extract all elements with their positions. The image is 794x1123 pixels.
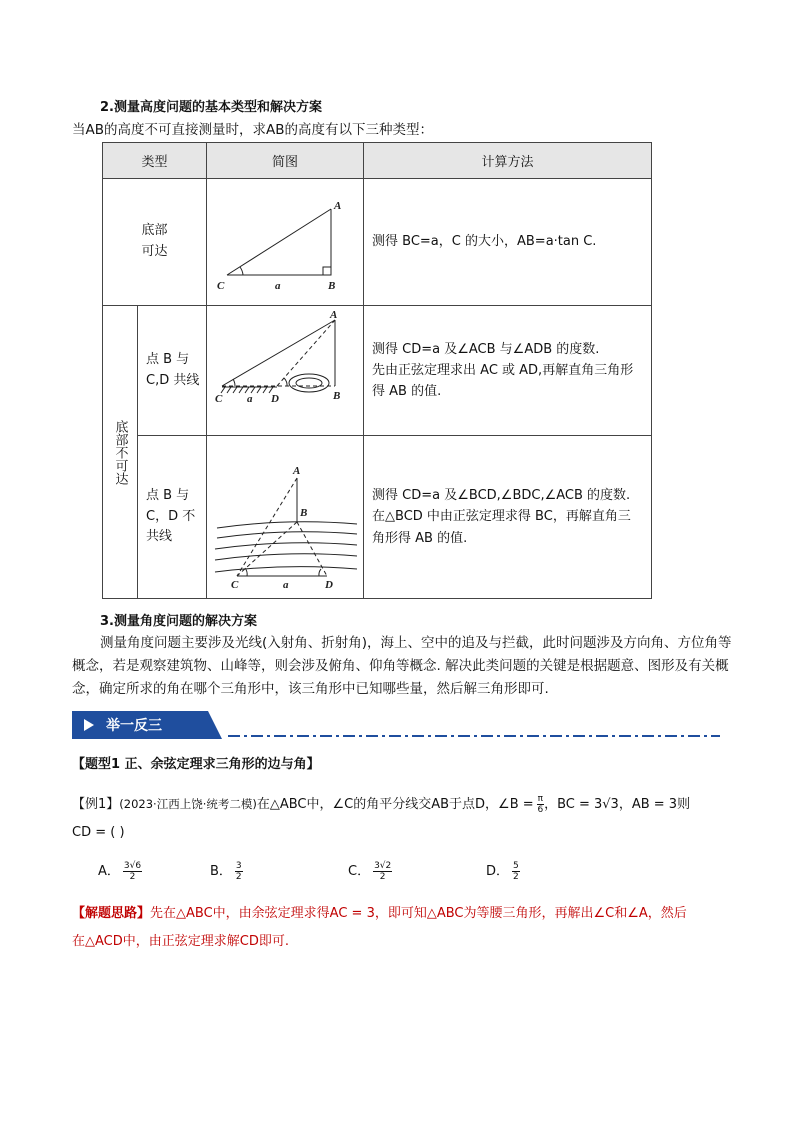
- group-label: 底部不可达: [112, 419, 128, 485]
- svg-text:B: B: [328, 280, 336, 292]
- row3-method: 测得 CD=a 及∠BCD,∠BDC,∠ACB 的度数. 在△BCD 中由正弦定理求得 BC，再解直角三 角形得 AB 的值.: [364, 436, 652, 599]
- right-triangle-diagram: [207, 179, 364, 301]
- svg-text:C: C: [231, 579, 239, 591]
- row3-diagram: [207, 436, 364, 599]
- banner-dash-divider: [228, 735, 720, 737]
- svg-text:B: B: [333, 390, 341, 402]
- row3-type: 点 B 与 C，D 不 共线: [138, 436, 207, 599]
- svg-text:A: A: [330, 309, 338, 321]
- section-2-intro: 当AB的高度不可直接测量时，求AB的高度有以下三种类型：: [72, 122, 433, 138]
- table-header-row: [103, 143, 652, 179]
- example-1: 【例1】(2023·江西上饶·统考二模)在△ABC中，∠C的角平分线交AB于点D，∠B = $\frac{\pi}{6}$ ，BC = 3√3，AB = 3则 CD = ( ): [72, 794, 691, 840]
- section-2-title: 2.测量高度问题的基本类型和解决方案: [100, 100, 322, 115]
- group-label-cell: [103, 306, 138, 599]
- svg-text:C: C: [215, 393, 223, 405]
- row2-type: 点 B 与 C,D 共线: [138, 306, 207, 436]
- answer-options: [98, 860, 598, 890]
- header-diagram: 简图: [207, 143, 364, 179]
- problem-type-heading: 【题型1 正、余弦定理求三角形的边与角】: [72, 757, 320, 772]
- angle-b-fraction: $\frac{\pi}{6}$: [537, 794, 544, 815]
- table-row: [103, 179, 652, 306]
- banner-tab: [72, 711, 222, 739]
- svg-text:C: C: [217, 280, 225, 292]
- header-type: 类型: [103, 143, 207, 179]
- section-3-paragraph: 测量角度问题主要涉及光线(入射角、折射角)，海上、空中的追及与拦截，此时问题涉及方向角、方位角等概念，若是观察建筑物、山峰等，则会涉及俯角、仰角等概念. 解决此类问题的关键是根据题意、图形及有关概念，确定所求的角在哪个三角形中，该三角形中已知哪些量，然后解三角形即可.: [72, 635, 732, 697]
- header-method: 计算方法: [364, 143, 652, 179]
- non-collinear-diagram: [207, 436, 364, 594]
- svg-text:a: a: [275, 280, 281, 292]
- measurement-table: [102, 142, 652, 599]
- svg-text:举一反三: 举一反三: [106, 718, 162, 734]
- svg-text:a: a: [247, 393, 253, 405]
- svg-text:D: D: [325, 579, 333, 591]
- row1-method: 测得 BC=a，C 的大小，AB=a·tan C.: [364, 179, 652, 306]
- svg-text:a: a: [283, 579, 289, 591]
- row1-diagram: [207, 179, 364, 306]
- row2-method: 测得 CD=a 及∠ACB 与∠ADB 的度数. 先由正弦定理求出 AC 或 AD,再解直角三角形 得 AB 的值.: [364, 306, 652, 436]
- table-row: [103, 306, 652, 436]
- svg-text:B: B: [300, 507, 308, 519]
- row2-diagram: [207, 306, 364, 436]
- section-3-title: 3.测量角度问题的解决方案: [100, 614, 257, 629]
- solution-hint: 【解题思路】先在△ABC中，由余弦定理求得AC = 3，即可知△ABC为等腰三角形，再解出∠C和∠A，然后 在△ACD中，由正弦定理求解CD即可.: [72, 906, 687, 949]
- option-b[interactable]: B． $\frac{3}{2}$: [210, 861, 242, 882]
- svg-text:A: A: [334, 200, 342, 212]
- option-c[interactable]: C． $\frac{3√2}{2}$: [348, 861, 392, 882]
- table-row: [103, 436, 652, 599]
- collinear-diagram: [207, 306, 364, 431]
- row1-type: 底部 可达: [103, 179, 207, 306]
- svg-text:D: D: [271, 393, 279, 405]
- option-a[interactable]: A． $\frac{3√6}{2}$: [98, 861, 142, 882]
- svg-text:A: A: [293, 465, 301, 477]
- option-d[interactable]: D． $\frac{5}{2}$: [486, 861, 519, 882]
